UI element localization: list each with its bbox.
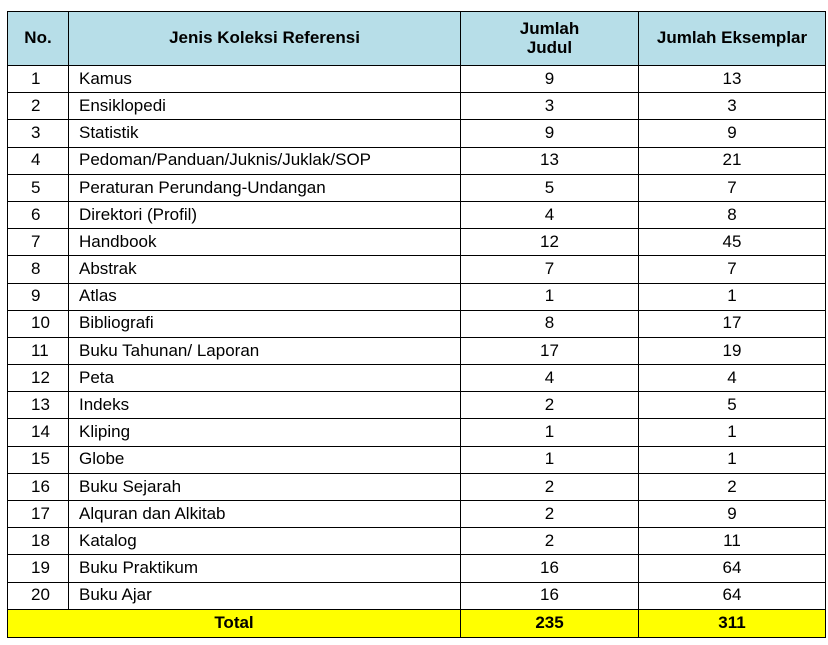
table-row xyxy=(8,174,826,201)
row-eksemplar-cell: 8 xyxy=(639,201,826,228)
row-eksemplar-cell: 64 xyxy=(639,582,826,609)
row-no-cell: 4 xyxy=(8,147,69,174)
total-label: Total xyxy=(8,609,461,637)
header-judul-line2: Judul xyxy=(526,37,573,57)
row-no-cell: 15 xyxy=(8,446,69,473)
row-jenis-cell: Buku Tahunan/ Laporan xyxy=(69,337,461,364)
row-jenis-cell: Globe xyxy=(69,446,461,473)
row-eksemplar-cell: 17 xyxy=(639,310,826,337)
row-eksemplar-cell: 9 xyxy=(639,120,826,147)
row-eksemplar-cell: 45 xyxy=(639,229,826,256)
row-jenis-cell: Buku Praktikum xyxy=(69,555,461,582)
row-judul-cell: 2 xyxy=(461,473,639,500)
table-row xyxy=(8,283,826,310)
row-no-cell: 8 xyxy=(8,256,69,283)
table-row xyxy=(8,446,826,473)
table-row xyxy=(8,337,826,364)
total-judul: 235 xyxy=(461,609,639,637)
row-jenis-cell: Peta xyxy=(69,365,461,392)
row-judul-cell: 2 xyxy=(461,501,639,528)
row-jenis-cell: Peraturan Perundang-Undangan xyxy=(69,174,461,201)
table-row xyxy=(8,365,826,392)
row-judul-cell: 16 xyxy=(461,582,639,609)
row-judul-cell: 16 xyxy=(461,555,639,582)
row-judul-cell: 3 xyxy=(461,93,639,120)
row-no-cell: 5 xyxy=(8,174,69,201)
row-no-cell: 14 xyxy=(8,419,69,446)
header-jumlah-judul xyxy=(461,12,639,66)
header-judul-line1: Jumlah xyxy=(519,18,580,38)
row-judul-cell: 7 xyxy=(461,256,639,283)
table-row xyxy=(8,201,826,228)
row-no-cell: 18 xyxy=(8,528,69,555)
row-eksemplar-cell: 13 xyxy=(639,66,826,93)
row-no-cell: 9 xyxy=(8,283,69,310)
table-row xyxy=(8,93,826,120)
row-eksemplar-cell: 1 xyxy=(639,446,826,473)
table-row xyxy=(8,147,826,174)
header-no: No. xyxy=(8,12,69,66)
row-eksemplar-cell: 5 xyxy=(639,392,826,419)
row-judul-cell: 9 xyxy=(461,120,639,147)
row-jenis-cell: Indeks xyxy=(69,392,461,419)
table-row xyxy=(8,555,826,582)
row-eksemplar-cell: 1 xyxy=(639,283,826,310)
row-judul-cell: 13 xyxy=(461,147,639,174)
table-row xyxy=(8,66,826,93)
row-jenis-cell: Pedoman/Panduan/Juknis/Juklak/SOP xyxy=(69,147,461,174)
row-judul-cell: 1 xyxy=(461,446,639,473)
row-no-cell: 19 xyxy=(8,555,69,582)
table-row xyxy=(8,392,826,419)
row-no-cell: 1 xyxy=(8,66,69,93)
row-judul-cell: 17 xyxy=(461,337,639,364)
row-judul-cell: 2 xyxy=(461,392,639,419)
table-row xyxy=(8,582,826,609)
row-judul-cell: 5 xyxy=(461,174,639,201)
row-jenis-cell: Direktori (Profil) xyxy=(69,201,461,228)
table-header xyxy=(8,12,826,66)
row-eksemplar-cell: 9 xyxy=(639,501,826,528)
row-no-cell: 13 xyxy=(8,392,69,419)
row-eksemplar-cell: 64 xyxy=(639,555,826,582)
row-jenis-cell: Atlas xyxy=(69,283,461,310)
row-no-cell: 20 xyxy=(8,582,69,609)
row-jenis-cell: Bibliografi xyxy=(69,310,461,337)
row-no-cell: 3 xyxy=(8,120,69,147)
table-row xyxy=(8,256,826,283)
table-row xyxy=(8,310,826,337)
row-no-cell: 12 xyxy=(8,365,69,392)
table-footer xyxy=(8,609,826,637)
row-judul-cell: 12 xyxy=(461,229,639,256)
row-eksemplar-cell: 7 xyxy=(639,256,826,283)
table-row xyxy=(8,419,826,446)
row-no-cell: 11 xyxy=(8,337,69,364)
row-jenis-cell: Buku Ajar xyxy=(69,582,461,609)
row-eksemplar-cell: 3 xyxy=(639,93,826,120)
table-row xyxy=(8,229,826,256)
row-judul-cell: 4 xyxy=(461,201,639,228)
row-jenis-cell: Handbook xyxy=(69,229,461,256)
row-eksemplar-cell: 2 xyxy=(639,473,826,500)
row-eksemplar-cell: 7 xyxy=(639,174,826,201)
row-no-cell: 6 xyxy=(8,201,69,228)
row-judul-cell: 1 xyxy=(461,419,639,446)
row-no-cell: 17 xyxy=(8,501,69,528)
table-body xyxy=(8,66,826,610)
table-row xyxy=(8,501,826,528)
koleksi-referensi-table xyxy=(7,11,826,638)
row-jenis-cell: Alquran dan Alkitab xyxy=(69,501,461,528)
row-jenis-cell: Abstrak xyxy=(69,256,461,283)
row-no-cell: 10 xyxy=(8,310,69,337)
total-row xyxy=(8,609,826,637)
table-row xyxy=(8,120,826,147)
row-judul-cell: 4 xyxy=(461,365,639,392)
row-jenis-cell: Kliping xyxy=(69,419,461,446)
row-jenis-cell: Kamus xyxy=(69,66,461,93)
row-judul-cell: 1 xyxy=(461,283,639,310)
row-eksemplar-cell: 11 xyxy=(639,528,826,555)
row-eksemplar-cell: 1 xyxy=(639,419,826,446)
row-eksemplar-cell: 19 xyxy=(639,337,826,364)
row-no-cell: 7 xyxy=(8,229,69,256)
row-no-cell: 2 xyxy=(8,93,69,120)
table-row xyxy=(8,473,826,500)
row-no-cell: 16 xyxy=(8,473,69,500)
row-eksemplar-cell: 4 xyxy=(639,365,826,392)
table-row xyxy=(8,528,826,555)
header-jenis: Jenis Koleksi Referensi xyxy=(69,12,461,66)
row-jenis-cell: Ensiklopedi xyxy=(69,93,461,120)
header-row xyxy=(8,12,826,66)
total-eksemplar: 311 xyxy=(639,609,826,637)
header-jumlah-eksemplar: Jumlah Eksemplar xyxy=(639,12,826,66)
row-jenis-cell: Buku Sejarah xyxy=(69,473,461,500)
row-judul-cell: 8 xyxy=(461,310,639,337)
row-judul-cell: 9 xyxy=(461,66,639,93)
row-judul-cell: 2 xyxy=(461,528,639,555)
row-jenis-cell: Katalog xyxy=(69,528,461,555)
row-eksemplar-cell: 21 xyxy=(639,147,826,174)
row-jenis-cell: Statistik xyxy=(69,120,461,147)
